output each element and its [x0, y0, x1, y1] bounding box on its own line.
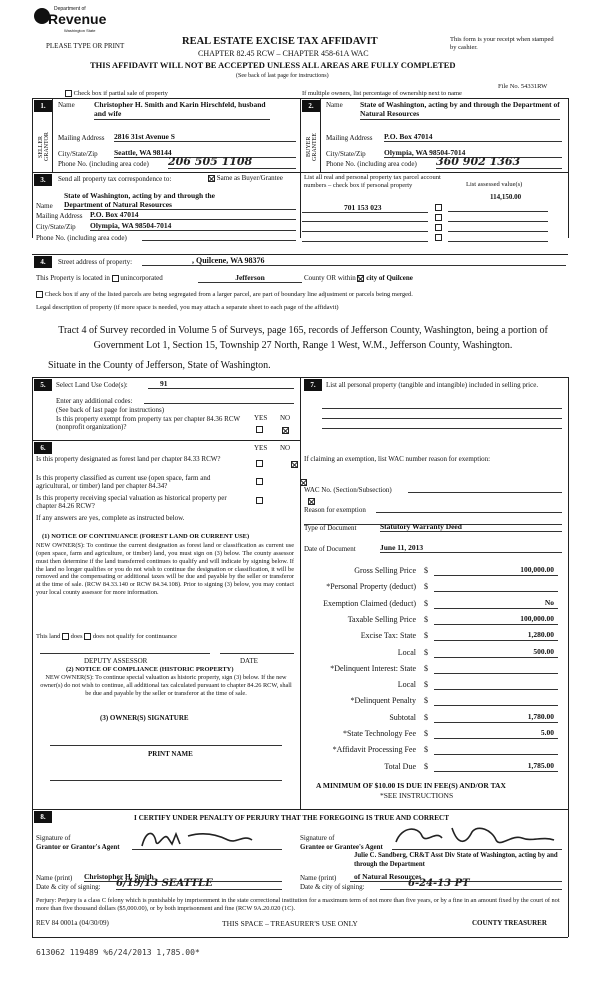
section-8-number: 8.: [34, 811, 52, 823]
tax-row-value[interactable]: 100,000.00: [434, 565, 558, 576]
tax-row: [304, 711, 566, 725]
seller-city[interactable]: Seattle, WA 98144: [114, 148, 296, 158]
seller-name-label: Name: [58, 101, 75, 109]
additional-codes-input[interactable]: [144, 396, 294, 404]
seller-city-label: City/State/Zip: [58, 150, 98, 158]
tax-row-label: *Affidavit Processing Fee: [332, 745, 416, 755]
form-warning: THIS AFFIDAVIT WILL NOT BE ACCEPTED UNLESS ALL AREAS ARE FULLY COMPLETED: [90, 60, 456, 70]
assessed-line-1[interactable]: [448, 203, 548, 212]
see-instructions-note: *SEE INSTRUCTIONS: [380, 791, 454, 800]
tax-row-value[interactable]: 1,280.00: [434, 630, 558, 641]
seller-phone-label: Phone No. (including area code): [58, 160, 149, 168]
tax-row: [304, 727, 566, 741]
form-revision: REV 84 0001a (04/30/09): [36, 919, 109, 927]
tax-row: [304, 760, 566, 774]
section6-yes-label: YES: [254, 444, 268, 452]
exemption-label: If claiming an exemption, list WAC number reason for exemption:: [304, 455, 491, 463]
parcel-personal-checkbox-2[interactable]: [435, 214, 442, 221]
notice-continuance-body: NEW OWNER(S): To continue the current designation as forest land or classification as current use (open space, farm and agriculture, or timber) land, you must sign on (3) below. The county assessor must then determine if the land transferred continues to qualify and will indicate by signing below. If the land no longer qualifies or you do not wish to continue the designation or classification, it will be removed and the compensating or additional taxes will be due and payable by the seller or transferor at the time of sale. (RCW 84.33.140 or RCW 84.34.108). Prior to signing (3) below, you may contact your local county assessor for more information.: [36, 542, 294, 597]
certify-statement: I CERTIFY UNDER PENALTY OF PERJURY THAT THE FOREGOING IS TRUE AND CORRECT: [134, 814, 449, 822]
section-2-number: 2.: [302, 100, 320, 112]
exempt-question: Is this property exempt from property tax per chapter 84.36 RCW (nonprofit organization)?: [56, 415, 240, 432]
tax-row: [304, 694, 566, 708]
buyer-mailing[interactable]: P.O. Box 47014: [384, 132, 562, 142]
additional-codes-label: Enter any additional codes:: [56, 397, 133, 405]
perjury-notice: Perjury: Perjury is a class C felony which is punishable by imprisonment in the state correctional institution for a maximum term of not more than five years, or by a fine in an amount fixed by the court of not more than five thousand dollars ($5,000.00), or by both imprisonment and fine (RCW 9A.20.020 (1C).: [36, 897, 560, 913]
tax-row-label: Subtotal: [389, 712, 416, 722]
does-not-checkbox[interactable]: [84, 633, 91, 640]
parcel-personal-checkbox-1[interactable]: [435, 204, 442, 211]
tax-row: [304, 597, 566, 611]
tax-row-value[interactable]: [434, 695, 558, 706]
doc-date-label: Date of Document: [304, 545, 356, 553]
correspondence-mailing[interactable]: P.O. Box 47014: [90, 210, 296, 220]
tax-row-label: Exemption Claimed (deduct): [323, 598, 416, 608]
forest-land-question: Is this property designated as forest land per chapter 84.33 RCW?: [36, 455, 221, 463]
segregated-row: [36, 291, 413, 298]
tax-row-dollar: $: [424, 729, 428, 738]
tax-row-dollar: $: [424, 647, 428, 657]
assessed-line-3[interactable]: [448, 223, 548, 232]
tax-row-label: Taxable Selling Price: [347, 614, 416, 624]
tax-row-dollar: $: [424, 582, 428, 592]
land-use-code[interactable]: 91: [148, 379, 294, 389]
tax-row-dollar: $: [424, 663, 428, 673]
grantor-date[interactable]: 6/19/13 SEATTLE: [116, 878, 282, 890]
tax-row-label: Total Due: [384, 761, 416, 771]
tax-row-dollar: $: [424, 680, 428, 690]
buyer-name[interactable]: State of Washington, acting by and through the Department of Natural Resources: [360, 100, 560, 119]
treasurer-space-label: THIS SPACE – TREASURER'S USE ONLY: [222, 919, 358, 928]
parcel-line-3[interactable]: [302, 223, 428, 232]
tax-row-label: *Personal Property (deduct): [326, 582, 416, 592]
legal-description-label: Legal description of property (if more space is needed, you may attach a separate sheet to each page of the affidavit): [36, 304, 339, 311]
assessor-date-line[interactable]: [220, 646, 294, 654]
parcel-personal-checkbox-3[interactable]: [435, 224, 442, 231]
current-use-yes-checkbox[interactable]: [256, 478, 263, 485]
tax-row-value[interactable]: 1,780.00: [434, 712, 558, 723]
county-name[interactable]: Jefferson: [198, 273, 302, 283]
within-row: [304, 274, 413, 282]
tax-row-value[interactable]: 1,785.00: [434, 761, 558, 772]
within-city-checkbox[interactable]: [357, 275, 364, 282]
correspondence-city-label: City/State/Zip: [36, 223, 76, 231]
personal-property-label: List all personal property (tangible and intangible) included in selling price.: [326, 381, 539, 389]
grantor-sig-label-1: Signature of: [36, 834, 71, 842]
section-4-number: 4.: [34, 256, 52, 268]
tax-row-label: Local: [397, 680, 416, 690]
grantee-date[interactable]: 6-24-13 PT: [380, 878, 562, 890]
tax-row-value[interactable]: [434, 663, 558, 674]
street-label: Street address of property:: [58, 258, 133, 266]
seller-side-label: SELLER GRANTOR: [38, 132, 50, 162]
exempt-no-label: NO: [280, 414, 291, 422]
tax-row-label: *Delinquent Penalty: [350, 696, 416, 706]
section-6-number: 6.: [34, 442, 52, 454]
personal-property-line-3[interactable]: [322, 420, 562, 429]
doc-date[interactable]: June 11, 2013: [380, 543, 562, 553]
forest-no-checkbox[interactable]: [291, 461, 298, 468]
tax-row-value[interactable]: 5.00: [434, 728, 558, 739]
reason-label: Reason for exemption: [304, 506, 366, 514]
tax-row: [304, 564, 566, 578]
doc-type-label: Type of Document: [304, 524, 357, 532]
parcel-line-4[interactable]: [302, 233, 428, 242]
land-use-label: Select Land Use Code(s):: [56, 381, 128, 389]
tax-row-value[interactable]: No: [434, 598, 558, 609]
see-back-note: (See back of last page for instructions): [236, 73, 329, 79]
buyer-city-label: City/State/Zip: [326, 150, 366, 158]
located-label: This Property is located in: [36, 274, 110, 282]
segregated-label: Check box if any of the listed parcels are being segregated from a larger parcel, are part of boundary line adjustment or parcels being merged.: [44, 291, 413, 298]
buyer-mailing-label: Mailing Address: [326, 134, 373, 142]
parcel-accounts-label: List all real and personal property tax parcel account numbers – check box if personal property: [304, 174, 441, 189]
tax-row-dollar: $: [424, 761, 428, 771]
multiple-owners-note: If multiple owners, list percentage of ownership next to name: [302, 90, 462, 97]
tax-row: [304, 646, 566, 660]
correspondence-phone-label: Phone No. (including area code): [36, 234, 127, 242]
same-as-row: [208, 174, 283, 182]
deputy-assessor-label: DEPUTY ASSESSOR: [84, 657, 148, 665]
county-or-label: County OR: [304, 274, 337, 282]
section6-no-label: NO: [280, 444, 291, 452]
seller-mailing-label: Mailing Address: [58, 134, 105, 142]
current-use-question: Is this property classified as current use (open space, farm and agricultural, or timber) land per chapter 84.34?: [36, 474, 211, 491]
correspondence-city[interactable]: Olympia, WA 98504-7014: [90, 221, 296, 231]
revenue-logo: [34, 6, 114, 36]
this-land-label: This land: [36, 633, 61, 640]
form-chapter: CHAPTER 82.45 RCW – CHAPTER 458-61A WAC: [198, 49, 369, 58]
buyer-phone[interactable]: 360 902 1363: [436, 155, 562, 169]
tax-row-label: Excise Tax: State: [360, 631, 416, 641]
assessor-date-label: DATE: [240, 657, 258, 665]
tax-row-dollar: $: [424, 712, 428, 722]
receipt-note: This form is your receipt when stamped by cashier.: [450, 36, 554, 52]
answers-yes-note: If any answers are yes, complete as instructed below.: [36, 514, 185, 522]
parcel-line-2[interactable]: [302, 213, 428, 222]
buyer-side-label: BUYER GRANTEE: [306, 133, 318, 161]
section-3-number: 3.: [34, 174, 52, 186]
located-row: [36, 274, 163, 282]
tax-row-dollar: $: [424, 614, 428, 624]
within-label: within: [337, 274, 356, 282]
grantor-name-label: Name (print): [36, 874, 73, 882]
tax-row: [304, 662, 566, 676]
partial-sale-label: Check box if partial sale of property: [73, 90, 168, 97]
print-name-label: PRINT NAME: [148, 750, 193, 758]
exempt-no-checkbox[interactable]: [282, 427, 289, 434]
historic-no-checkbox[interactable]: [308, 498, 315, 505]
grantor-date-label: Date & city of signing:: [36, 883, 101, 891]
tax-row-value[interactable]: 100,000.00: [434, 614, 558, 625]
does-not-label: does not qualify for continuance: [92, 633, 177, 640]
assessed-line-2[interactable]: [448, 213, 548, 222]
land-use-see-back: (See back of last page for instructions): [56, 406, 165, 414]
notice-compliance-body: NEW OWNER(S): To continue special valuation as historic property, sign (3) below. If the new owner(s) do not wish to continue, all additional tax calculated pursuant to chapter 84.26 RCW, shall be due and payable by the seller or transferor at the time of sale.: [40, 674, 292, 697]
unincorporated-checkbox[interactable]: [112, 275, 119, 282]
grantee-sig-label-1: Signature of: [300, 834, 335, 842]
personal-property-line-1[interactable]: [322, 400, 562, 409]
same-as-label: Same as Buyer/Grantee: [216, 174, 283, 182]
file-number: File No. 54331RW: [498, 83, 548, 90]
correspondence-name-line1: State of Washington, acting by and through the: [64, 191, 216, 200]
logo-sub-text: Washington State: [64, 28, 96, 33]
assessed-value: 114,150.00: [490, 193, 522, 201]
grantor-name[interactable]: Christopher H. Smith: [84, 872, 282, 882]
reason-input[interactable]: [376, 504, 562, 513]
tax-row-value[interactable]: [434, 581, 558, 592]
seller-phone[interactable]: 206 505 1108: [168, 155, 296, 169]
tax-row-dollar: $: [424, 598, 428, 608]
minimum-fee-note: A MINIMUM OF $10.00 IS DUE IN FEE(S) AND/OR TAX: [316, 781, 506, 790]
notice-compliance-title: (2) NOTICE OF COMPLIANCE (HISTORIC PROPERTY): [66, 666, 234, 673]
tax-row: [304, 580, 566, 594]
correspondence-phone[interactable]: [142, 232, 296, 241]
grantee-sig-label-2: Grantee or Grantee's Agent: [300, 843, 383, 851]
street-address[interactable]: , Quilcene, WA 98376: [142, 256, 566, 266]
parcel-number[interactable]: 701 153 023: [302, 203, 428, 213]
owner-signature-label: (3) OWNER(S) SIGNATURE: [100, 714, 189, 722]
partial-sale-row: [65, 90, 168, 97]
city-of-label: city of Quilcene: [366, 274, 413, 282]
tax-row-label: Local: [397, 647, 416, 657]
form-title: REAL ESTATE EXCISE TAX AFFIDAVIT: [182, 36, 378, 47]
tax-row-dollar: $: [424, 745, 428, 755]
historic-yes-checkbox[interactable]: [256, 497, 263, 504]
section-5-number: 5.: [34, 379, 52, 391]
tax-row-dollar: $: [424, 696, 428, 706]
same-as-checkbox[interactable]: [208, 175, 215, 182]
notice-continuance-title: (1) NOTICE OF CONTINUANCE (FOREST LAND OR CURRENT USE): [42, 533, 250, 540]
grantee-signature[interactable]: [392, 822, 562, 850]
tax-row-label: Gross Selling Price: [354, 566, 416, 575]
wac-label: WAC No. (Section/Subsection): [304, 486, 392, 494]
county-treasurer-label: COUNTY TREASURER: [472, 919, 547, 927]
tax-row: [304, 613, 566, 627]
personal-property-line-2[interactable]: [322, 410, 562, 419]
grantee-agent-text: Julie C. Sandberg, CR&T Asst Div State of Washington, acting by and through the Department: [354, 852, 558, 868]
section-1-number: 1.: [34, 100, 52, 112]
buyer-phone-label: Phone No. (including area code): [326, 160, 417, 168]
deputy-assessor-line[interactable]: [40, 646, 210, 654]
grantor-signature[interactable]: [132, 828, 282, 850]
unincorporated-label: unincorporated: [120, 274, 163, 282]
grantee-name-label: Name (print): [300, 874, 337, 882]
cashier-stamp: 613062 119489 %6/24/2013 1,785.00*: [36, 948, 200, 957]
forest-yes-checkbox[interactable]: [256, 460, 263, 467]
buyer-city[interactable]: Olympia, WA 98504-7014: [384, 148, 562, 158]
logo-small-text: Department of: [54, 6, 86, 12]
legal-description[interactable]: Tract 4 of Survey recorded in Volume 5 of Surveys, page 165, records of Jefferson County, Washington, being a portion of Government Lot 1, Section 15, Township 27 North, Range 1 West, W.M., Jefferson County, Washington.: [58, 325, 548, 351]
seller-mailing[interactable]: 2816 31st Avenue S: [114, 132, 296, 142]
does-label: does: [70, 633, 83, 640]
grantee-name[interactable]: of Natural Resources: [350, 872, 562, 882]
print-name-line[interactable]: [50, 773, 282, 781]
grantee-date-label: Date & city of signing:: [300, 883, 365, 891]
exempt-yes-label: YES: [254, 414, 268, 422]
segregated-checkbox[interactable]: [36, 291, 43, 298]
exempt-yes-checkbox[interactable]: [256, 426, 263, 433]
land-qualify-row: [36, 633, 177, 640]
tax-row-value[interactable]: [434, 679, 558, 690]
tax-row-dollar: $: [424, 566, 428, 575]
tax-row-value[interactable]: [434, 744, 558, 755]
buyer-name-label: Name: [326, 101, 343, 109]
historic-question: Is this property receiving special valuation as historical property per chapter 84.26 RCW?: [36, 494, 227, 511]
tax-row: [304, 743, 566, 757]
correspondence-name[interactable]: Department of Natural Resources: [64, 200, 296, 210]
parcel-personal-checkbox-4[interactable]: [435, 234, 442, 241]
logo-main-text: Revenue: [48, 11, 107, 27]
partial-sale-checkbox[interactable]: [65, 90, 72, 97]
section-7-number: 7.: [304, 379, 322, 391]
tax-row: [304, 629, 566, 643]
wac-input[interactable]: [408, 484, 562, 493]
grantor-signature-scribble: [132, 828, 282, 850]
tax-row-dollar: $: [424, 631, 428, 641]
grantee-signature-scribble: [392, 822, 562, 850]
tax-row-label: *State Technology Fee: [342, 729, 416, 738]
correspondence-label: Send all property tax correspondence to:: [58, 175, 172, 183]
seller-name[interactable]: Christopher H. Smith and Karin Hirschfeld, husband and wife: [94, 100, 270, 120]
does-checkbox[interactable]: [62, 633, 69, 640]
current-use-no-checkbox[interactable]: [300, 479, 307, 486]
tax-row-value[interactable]: 500.00: [434, 647, 558, 658]
doc-type[interactable]: Statutory Warranty Deed: [380, 522, 562, 532]
assessed-value-label: List assessed value(s): [466, 181, 523, 188]
correspondence-mailing-label: Mailing Address: [36, 212, 83, 220]
situate-text: Situate in the County of Jefferson, State of Washington.: [48, 360, 271, 371]
grantor-sig-label-2: Grantor or Grantor's Agent: [36, 843, 120, 851]
tax-row: [304, 678, 566, 692]
correspondence-name-label: Name: [36, 202, 53, 210]
assessed-line-4[interactable]: [448, 233, 548, 242]
tax-row-label: *Delinquent Interest: State: [330, 663, 416, 673]
owner-signature-line[interactable]: [50, 738, 282, 746]
please-type-label: PLEASE TYPE OR PRINT: [46, 42, 125, 50]
